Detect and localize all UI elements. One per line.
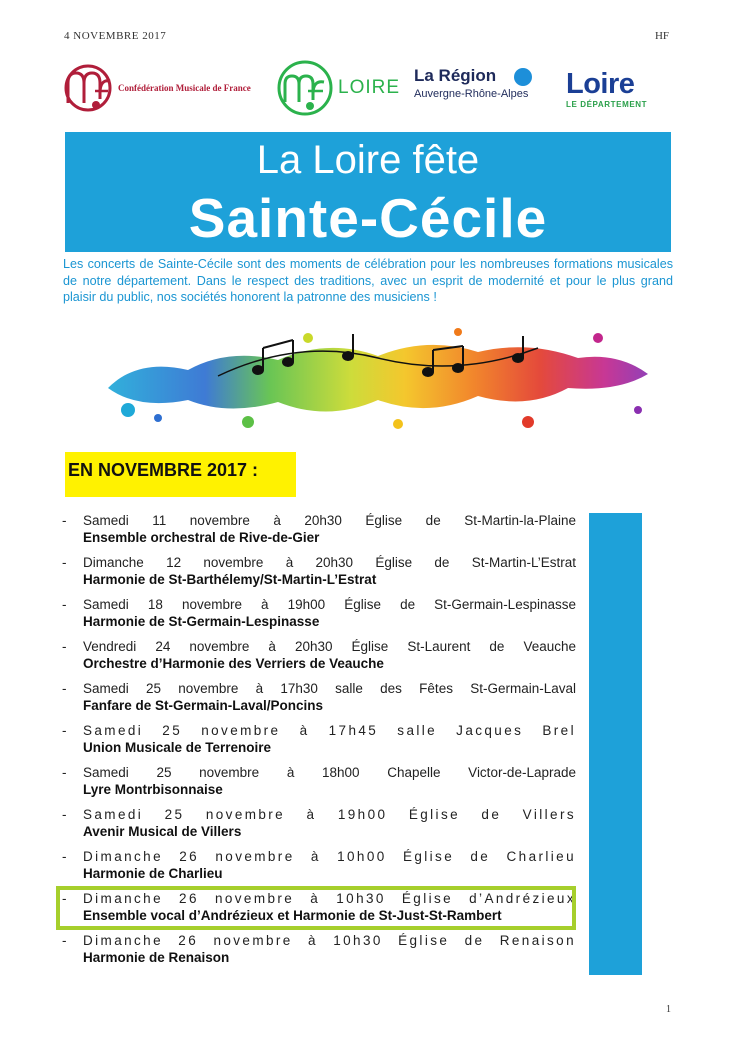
event-item: [62, 596, 576, 638]
event-item: [62, 722, 576, 764]
intro-paragraph: Les concerts de Sainte-Cécile sont des moments de célébration pour les nombreuses formations musicales de notre département. Dans le respect des traditions, avec un esprit de modernité et pour le plus grand plaisir du public, nos sociétés honorent la patronne des musiciens !: [63, 257, 673, 304]
region-emblem-icon: [514, 68, 532, 86]
departement-logo-subtitle: LE DÉPARTEMENT: [566, 100, 648, 109]
event-item: [62, 764, 576, 806]
event-ensemble: Harmonie de St-Germain-Lespinasse: [83, 614, 320, 629]
event-ensemble: Harmonie de St-Barthélemy/St-Martin-L’Estrat: [83, 572, 377, 587]
event-ensemble: Harmonie de Renaison: [83, 950, 230, 965]
cmf-logo-text: Confédération Musicale de France: [118, 83, 251, 93]
event-ensemble: Avenir Musical de Villers: [83, 824, 242, 839]
event-item: [62, 848, 576, 890]
region-logo: [414, 66, 540, 112]
section-title: EN NOVEMBRE 2017 :: [65, 452, 296, 497]
event-item: [62, 932, 576, 974]
event-when-where: Dimanche 26 novembre à 10h30 Église de Renaison: [83, 933, 576, 948]
event-item: [62, 512, 576, 554]
paint-splash-illustration: [98, 318, 658, 433]
list-bullet-icon: -: [62, 807, 67, 822]
mf-loire-mark-icon: [276, 58, 334, 118]
list-bullet-icon: -: [62, 555, 67, 570]
mf-loire-logo-text: LOIRE: [338, 77, 401, 98]
event-item: [62, 806, 576, 848]
cmf-logo: [62, 58, 268, 118]
event-when-where: Dimanche 12 novembre à 20h30 Église de St-Martin-L’Estrat: [83, 555, 576, 570]
list-bullet-icon: -: [62, 597, 67, 612]
list-bullet-icon: -: [62, 891, 67, 906]
list-bullet-icon: -: [62, 723, 67, 738]
region-logo-title: La Région: [414, 66, 497, 85]
event-when-where: Samedi 25 novembre à 17h45 salle Jacques Brel: [83, 723, 576, 738]
event-ensemble: Harmonie de Charlieu: [83, 866, 223, 881]
banner-title-line2: Sainte-Cécile: [188, 187, 548, 249]
list-bullet-icon: -: [62, 765, 67, 780]
event-ensemble: Orchestre d’Harmonie des Verriers de Veauche: [83, 656, 384, 671]
header-initials: HF: [654, 30, 669, 42]
event-when-where: Dimanche 26 novembre à 10h30 Église d’Andrézieux: [83, 891, 576, 906]
page-number: 1: [666, 1004, 671, 1015]
event-when-where: Dimanche 26 novembre à 10h00 Église de Charlieu: [83, 849, 576, 864]
event-when-where: Vendredi 24 novembre à 20h30 Église St-Laurent de Veauche: [83, 639, 576, 654]
event-item: [62, 680, 576, 722]
departement-logo-title: Loire: [566, 68, 635, 100]
list-bullet-icon: -: [62, 681, 67, 696]
event-ensemble: Union Musicale de Terrenoire: [83, 740, 272, 755]
banner-title-line1: La Loire fête: [256, 138, 480, 182]
list-bullet-icon: -: [62, 933, 67, 948]
event-item: [62, 638, 576, 680]
event-highlight-frame: [56, 886, 576, 930]
header-date: 4 NOVEMBRE 2017: [64, 30, 167, 42]
list-bullet-icon: -: [62, 639, 67, 654]
decorative-side-bar: [589, 513, 642, 975]
list-bullet-icon: -: [62, 513, 67, 528]
list-bullet-icon: -: [62, 849, 67, 864]
mf-loire-logo: [276, 56, 406, 120]
event-when-where: Samedi 25 novembre à 18h00 Chapelle Victor-de-Laprade: [83, 765, 576, 780]
event-item: [62, 554, 576, 596]
event-when-where: Samedi 18 novembre à 19h00 Église de St-Germain-Lespinasse: [83, 597, 576, 612]
region-logo-subtitle: Auvergne-Rhône-Alpes: [414, 88, 529, 100]
event-when-where: Samedi 25 novembre à 17h30 salle des Fêtes St-Germain-Laval: [83, 681, 576, 696]
event-ensemble: Ensemble vocal d’Andrézieux et Harmonie de St-Just-St-Rambert: [83, 908, 502, 923]
title-banner: [65, 132, 671, 252]
event-ensemble: Ensemble orchestral de Rive-de-Gier: [83, 530, 320, 545]
event-when-where: Samedi 25 novembre à 19h00 Église de Villers: [83, 807, 576, 822]
event-ensemble: Lyre Montrbisonnaise: [83, 782, 223, 797]
event-when-where: Samedi 11 novembre à 20h30 Église de St-Martin-la-Plaine: [83, 513, 576, 528]
cmf-mark-icon: [62, 59, 114, 117]
departement-logo: [566, 70, 662, 114]
event-ensemble: Fanfare de St-Germain-Laval/Poncins: [83, 698, 324, 713]
